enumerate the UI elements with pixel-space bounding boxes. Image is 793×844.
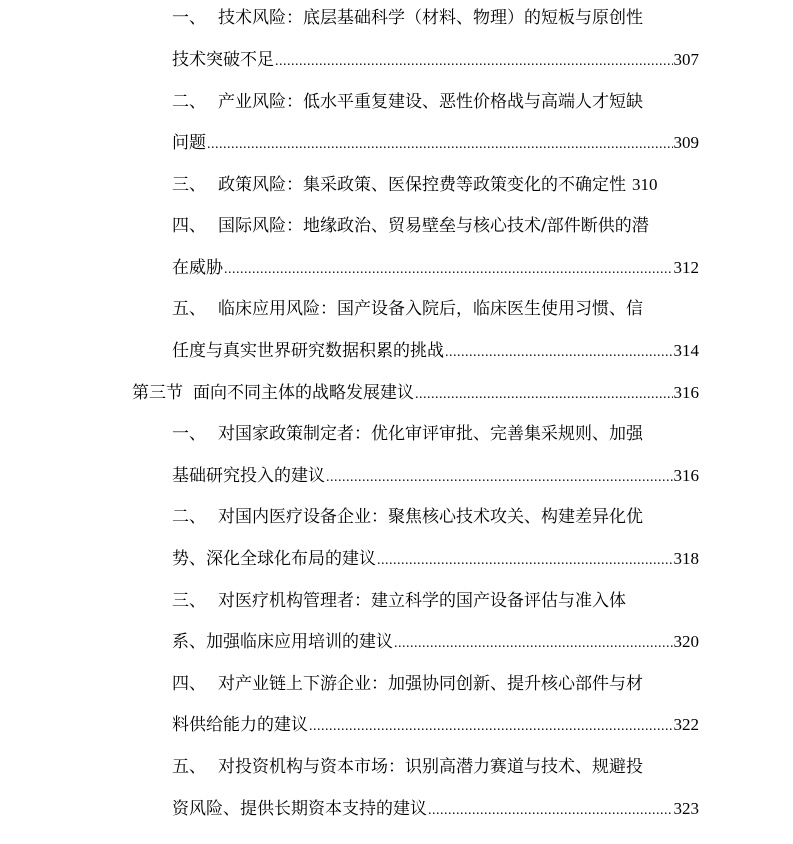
toc-entry-title (172, 4, 643, 32)
toc-entry-text: 技术风险：底层基础科学（材料、物理）的短板与原创性 (218, 8, 643, 28)
page-number: 312 (673, 258, 699, 277)
toc-entry-text: 国际风险：地缘政治、贸易壁垒与核心技术/部件断供的潜 (218, 216, 649, 236)
dot-leader (428, 797, 673, 825)
toc-entry-text: 势、深化全球化布局的建议 (172, 549, 376, 569)
toc-entry-title (172, 295, 643, 323)
toc-entry-text: 产业风险：低水平重复建设、恶性价格战与高端人才短缺 (218, 92, 643, 112)
page-number: 322 (673, 715, 699, 734)
toc-entry-text: 对国内医疗设备企业：聚焦核心技术攻关、构建差异化优 (218, 507, 643, 527)
page-number: 316 (673, 383, 699, 402)
toc-entry-number: 二、 (172, 92, 206, 112)
toc-entry-text: 对投资机构与资本市场：识别高潜力赛道与技术、规避投 (218, 757, 643, 777)
toc-entry-text: 对产业链上下游企业：加强协同创新、提升核心部件与材 (218, 674, 643, 694)
toc-entry-text: 临床应用风险：国产设备入院后，临床医生使用习惯、信 (218, 299, 643, 319)
page-number: 310 (632, 175, 658, 194)
toc-entry-title (172, 503, 643, 531)
toc-entry-continuation[interactable] (172, 337, 699, 365)
toc-entry-text: 问题 (172, 133, 206, 153)
toc-entry-title (172, 587, 626, 615)
toc-entry-continuation[interactable] (172, 129, 699, 157)
dot-leader (377, 547, 673, 575)
toc-entry-title (172, 670, 643, 698)
toc-entry-text: 系、加强临床应用培训的建议 (172, 632, 393, 652)
page-number: 307 (673, 50, 699, 69)
toc-entry-number: 二、 (172, 507, 206, 527)
toc-entry-number: 四、 (172, 674, 206, 694)
page-number: 316 (673, 466, 699, 485)
toc-entry-continuation[interactable] (172, 462, 699, 490)
dot-leader (207, 131, 673, 159)
toc-entry-title (172, 420, 643, 448)
toc-entry-continuation[interactable] (172, 795, 699, 823)
toc-entry-title (172, 212, 649, 240)
toc-entry-continuation[interactable] (172, 254, 699, 282)
toc-entry-continuation[interactable] (172, 711, 699, 739)
toc-entry-continuation[interactable] (172, 545, 699, 573)
toc-entry-number: 一、 (172, 8, 206, 28)
toc-entry-number: 五、 (172, 757, 206, 777)
toc-entry-title (172, 88, 643, 116)
toc-entry-number: 三、 (172, 175, 206, 195)
dot-leader (224, 256, 673, 284)
toc-entry-title (172, 753, 643, 781)
dot-leader (275, 48, 673, 76)
section-label: 第三节 (132, 383, 183, 403)
toc-entry-text: 技术突破不足 (172, 50, 274, 70)
dot-leader (394, 630, 673, 658)
toc-entry-text: 政策风险：集采政策、医保控费等政策变化的不确定性 (218, 175, 626, 195)
toc-entry-text: 在威胁 (172, 258, 223, 278)
toc-entry-text: 料供给能力的建议 (172, 715, 308, 735)
dot-leader (415, 381, 673, 409)
toc-entry-number: 一、 (172, 424, 206, 444)
page-number: 318 (673, 549, 699, 568)
dot-leader (309, 713, 673, 741)
page-number: 314 (673, 341, 699, 360)
page-number: 323 (673, 799, 699, 818)
toc-entry-text: 对国家政策制定者：优化审评审批、完善集采规则、加强 (218, 424, 643, 444)
toc-entry-continuation[interactable] (172, 628, 699, 656)
dot-leader (326, 464, 673, 492)
page-number: 320 (673, 632, 699, 651)
toc-entry-number: 三、 (172, 591, 206, 611)
toc-entry-number: 四、 (172, 216, 206, 236)
toc-entry-line[interactable] (172, 171, 699, 199)
toc-entry-text: 基础研究投入的建议 (172, 466, 325, 486)
toc-entry-number: 五、 (172, 299, 206, 319)
toc-entry-text: 任度与真实世界研究数据积累的挑战 (172, 341, 444, 361)
toc-entry-text: 对医疗机构管理者：建立科学的国产设备评估与准入体 (218, 591, 626, 611)
section-title: 面向不同主体的战略发展建议 (193, 383, 414, 403)
dot-leader (445, 339, 673, 367)
toc-section-heading[interactable] (132, 379, 699, 407)
page-number: 309 (673, 133, 699, 152)
toc-entry-continuation[interactable] (172, 46, 699, 74)
toc-entry-text: 资风险、提供长期资本支持的建议 (172, 799, 427, 819)
